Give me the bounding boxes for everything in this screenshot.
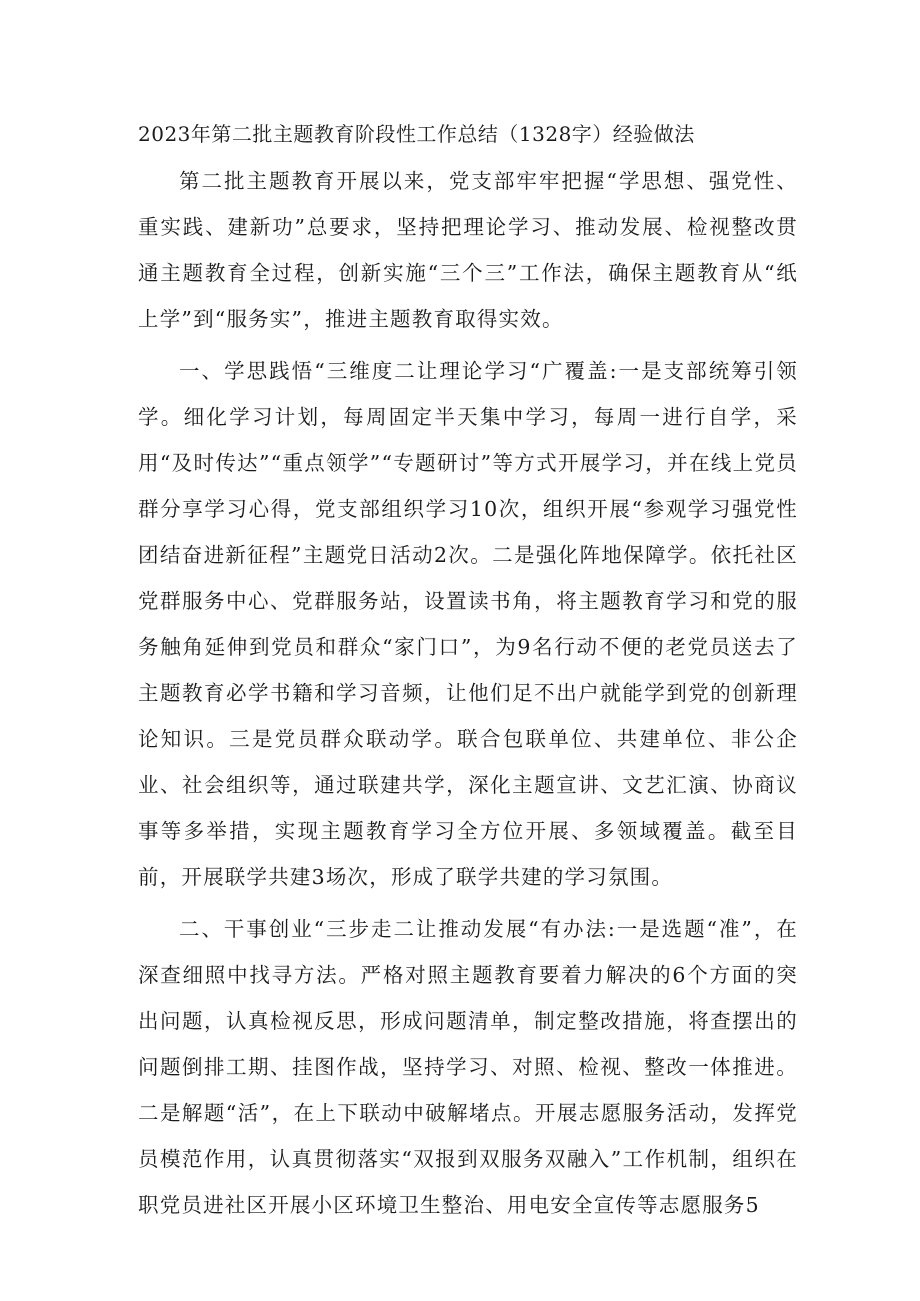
paragraph-section-one: 一、学思践悟“三维度二让理论学习“广覆盖:一是支部统筹引领学。细化学习计划，每周固定半天集中学习，每周一进行自学，采用“及时传达”“重点领学”“专题研讨”等方式开展学习，并在线上党员群分享学习心得，党支部组织学习10次，组织开展“参观学习强党性团结奋进新征程”主题党日活动2次。二是强化阵地保障学。依托社区党群服务中心、党群服务站，设置读书角，将主题教育学习和党的服务触角延伸到党员和群众“家门口”，为9名行动不便的老党员送去了主题教育必学书籍和学习音频，让他们足不出户就能学到党的创新理论知识。三是党员群众联动学。联合包联单位、共建单位、非公企业、社会组织等，通过联建共学，深化主题宣讲、文艺汇演、协商议事等多举措，实现主题教育学习全方位开展、多领域覆盖。截至目前，开展联学共建3场次，形成了联学共建的学习氛围。 [138,359,798,889]
document-title: 2023年第二批主题教育阶段性工作总结（1328字）经验做法 [138,122,695,146]
paragraph-intro: 第二批主题教育开展以来，党支部牢牢把握“学思想、强党性、重实践、建新功”总要求，坚持把理论学习、推动发展、检视整改贯通主题教育全过程，创新实施“三个三”工作法，确保主题教育从“纸上学”到“服务实”，推进主题教育取得实效。 [138,169,798,331]
document-body [138,158,798,1228]
paragraph-section-two: 二、干事创业“三步走二让推动发展“有办法:一是选题“准”，在深查细照中找寻方法。严格对照主题教育要着力解决的6个方面的突出问题，认真检视反思，形成问题清单，制定整改措施，将查摆出的问题倒排工期、挂图作战，坚持学习、对照、检视、整改一体推进。二是解题“活”，在上下联动中破解堵点。开展志愿服务活动，发挥党员模范作用，认真贯彻落实“双报到双服务双融入”工作机制，组织在职党员进社区开展小区环境卫生整治、用电安全宣传等志愿服务5 [138,917,798,1217]
